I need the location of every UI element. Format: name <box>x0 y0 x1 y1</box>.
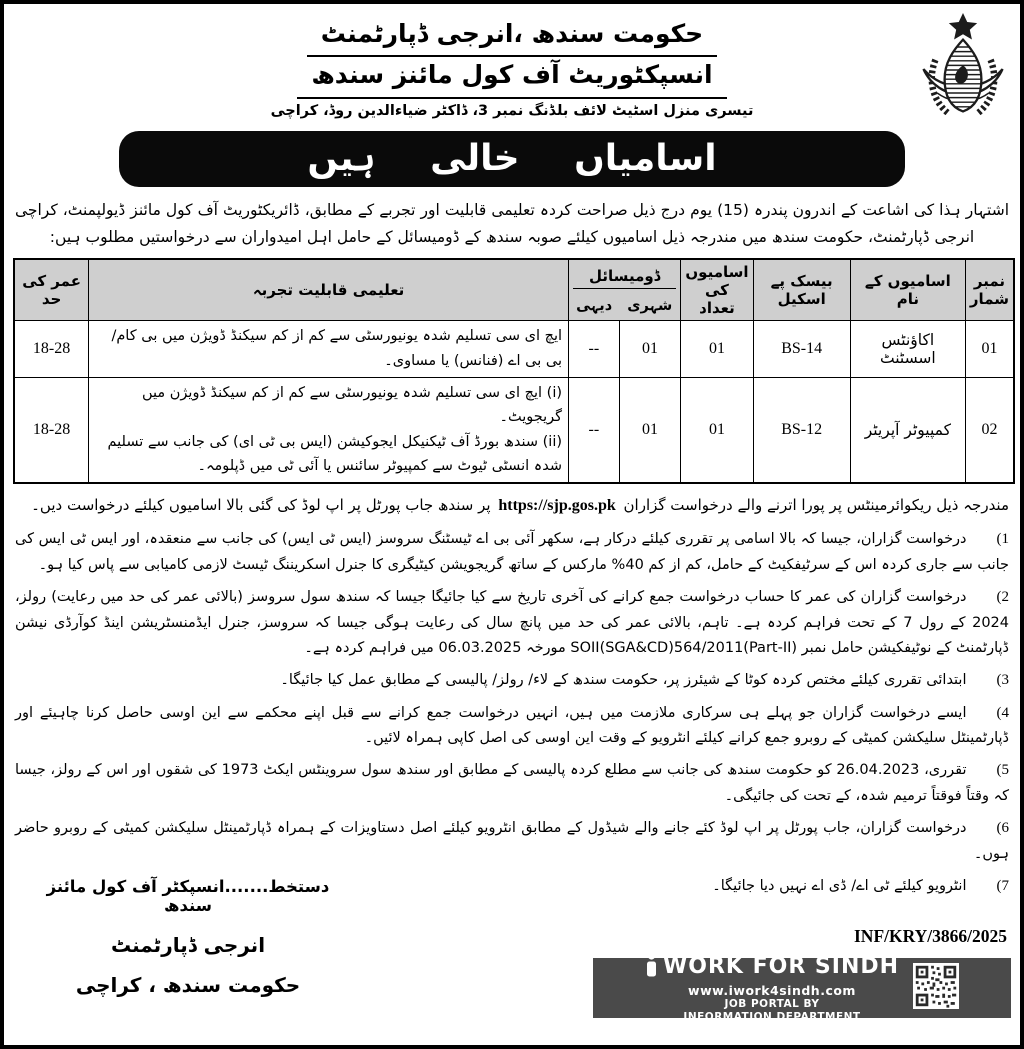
row2-num-posts: 01 <box>681 377 753 483</box>
banner-subline2: INFORMATION DEPARTMENT <box>683 1011 861 1023</box>
row1-age: 18-28 <box>14 321 89 377</box>
signature-department: انرجی ڈپارٹمنٹ <box>110 933 266 957</box>
advertisement-ref-no: INF/KRY/3866/2025 <box>854 926 1007 946</box>
col-post-name: اسامیوں کے نام <box>850 259 965 321</box>
sindh-government-emblem-icon <box>917 12 1009 132</box>
conditions-list <box>13 527 1011 899</box>
row2-rural: -- <box>569 377 620 483</box>
row2-serial: 02 <box>965 377 1014 483</box>
signature-block <box>23 877 353 997</box>
apply-instruction: مندرجہ ذیل ریکوائرمینٹس پر پورا اترنے والے درخواست گزاران https://sjp.gos.pk پر سندھ جاب پورٹل پر اپ لوڈ کی گئی بالا اسامیوں کیلئے درخواست دیں۔ <box>31 496 1009 515</box>
condition-item: (7انٹرویو کیلئے ٹی اے/ ڈی اے نہیں دیا جائیگا۔ <box>712 877 1009 894</box>
col-serial: نمبر شمار <box>965 259 1014 321</box>
vacancies-banner <box>119 131 905 187</box>
col-qualification: تعلیمی قابلیت تجربہ <box>89 259 569 321</box>
col-age-limit: عمر کی حد <box>14 259 89 321</box>
job-portal-url: https://sjp.gos.pk <box>498 497 616 515</box>
row1-rural: -- <box>569 321 620 377</box>
qr-code <box>913 963 959 1013</box>
signature-government: حکومت سندھ ، کراچی <box>75 973 301 997</box>
row1-pay-scale: BS-14 <box>753 321 850 377</box>
col-domicile-rural: دیہی <box>569 292 620 321</box>
posts-table <box>13 258 1015 484</box>
row1-serial: 01 <box>965 321 1014 377</box>
condition-item: (4ایسے درخواست گزاران جو پہلے ہی سرکاری ملازمت میں ہیں، انہیں درخواست جمع کرانے سے قبل اپنے محکمے سے این اوسی حاصل کرنا چاہیئے اور ڈپارٹمینٹل سلیکشن کمیٹی کے روبرو جمع کرانے کیلئے انٹرویو کے وقت این اوسی کی اصل کاپی ہمراہ لائیں۔ <box>15 704 1009 747</box>
i-person-icon <box>645 952 658 982</box>
condition-item: (3ابتدائی تقرری کیلئے مختص کردہ کوٹا کے شیئرز پر، حکومت سندھ کے لاء/ رولز/ پالیسی کے مطابق عمل کیا جائیگا۔ <box>280 671 1009 688</box>
row1-num-posts: 01 <box>681 321 753 377</box>
row1-post-name: اکاؤنٹس اسسٹنٹ <box>850 321 965 377</box>
department-title: حکومت سندھ ،انرجی ڈپارٹمنٹ <box>307 16 717 57</box>
row2-post-name: کمپیوٹر آپریٹر <box>850 377 965 483</box>
row1-qualification: ایچ ای سی تسلیم شدہ یونیورسٹی سے کم از کم سیکنڈ ڈویژن میں بی کام/ بی بی اے (فنانس) یا مساوی۔ <box>89 321 569 377</box>
header <box>13 10 1011 119</box>
col-domicile-urban: شہری <box>619 292 681 321</box>
row2-age: 18-28 <box>14 377 89 483</box>
vacancies-banner-text: اسامیاں خالی ہیں <box>307 138 717 179</box>
condition-item: (6درخواست گزاران، جاب پورٹل پر اپ لوڈ کئے جانے والے شیڈول کے مطابق انٹرویو کیلئے اصل دستاویزات کے ہمراہ ڈپارٹمینٹل سلیکشن کمیٹی کے روبرو حاضر ہوں۔ <box>15 819 1009 862</box>
col-domicile: ڈومیسائل <box>569 259 681 292</box>
intro-paragraph: اشتہار ہذا کی اشاعت کے اندرون پندرہ (15) یوم درج ذیل صراحت کردہ تعلیمی قابلیت اور تجربے کے مطابق، ڈائریکٹوریٹ آف کول مائنز ڈیولپمنٹ، کراچی انرجی ڈپارٹمنٹ، حکومت سندھ میں مندرجہ ذیل اسامیوں کیلئے صوبہ سندھ کے ڈومیسائل کے حامل اہل امیدواران سے درخواستیں مطلوب ہیں: <box>15 200 1010 247</box>
col-num-posts: اسامیوں کی تعداد <box>681 259 753 321</box>
work-for-sindh-banner <box>593 954 1011 1023</box>
banner-subline1: JOB PORTAL BY <box>724 997 820 1010</box>
banner-website: www.iwork4sindh.com <box>688 982 856 998</box>
table-row <box>14 377 1014 483</box>
table-row <box>14 321 1014 377</box>
row2-pay-scale: BS-12 <box>753 377 850 483</box>
condition-item: (5تقرری، 26.04.2023 کو حکومت سندھ کی جانب سے مطلع کردہ پالیسی کے مطابق اور سندھ سول سروینٹس ایکٹ 1973 کی شقوں اور اس کے رولز، جیسا کہ وقتاً فوقتاً ترمیم شدہ، کے تحت کی جائیگی۔ <box>15 762 1009 805</box>
inspectorate-title: انسپکٹوریٹ آف کول مائنز سندھ <box>297 57 726 98</box>
office-address: تیسری منزل اسٹیٹ لائف بلڈنگ نمبر 3، ڈاکٹر ضیاءالدین روڈ، کراچی <box>270 102 754 119</box>
condition-item: (1درخواست گزاران، جیسا کہ بالا اسامی پر تقرری کیلئے درکار ہے، سکھر آئی بی اے ٹیسٹنگ سروسز (ایس ٹی ایس) کی جانب سے منعقدہ، اور ایس ٹی ایس کی جانب سے جاری کردہ اس کے سرٹیفکیٹ کے حامل، کم از کم 40% مارکس کے ساتھ گریجویشن کیٹیگری کا جنرل اسکریننگ ٹیسٹ لازمی کامیابی سے پاس کیا ہو۔ <box>15 531 1009 574</box>
posts-table-header <box>14 259 1014 321</box>
condition-item: (2درخواست گزاران کی عمر کا حساب درخواست جمع کرانے کی آخری تاریخ سے کیا جائیگا جیسا کہ سندھ سول سروسز (بالائی عمر کی حد میں رعایت) رولز، 2024 کے رول 7 کے تحت فراہم کردہ ہے۔ تاہم، بالائی عمر کی حد میں پانچ سال کی رعایت ہوگی جیسا کہ سروسز، جنرل ایڈمنسٹریشن اینڈ کوآرڈی نیشن ڈپارٹمنٹ کے نوٹیفکیشن حامل نمبر ‎SOII(SGA&CD)564/2011(Part-II)‎ مورخہ 06.03.2025 میں فراہم کردہ ہے۔ <box>15 589 1009 656</box>
col-pay-scale: بیسک پے اسکیل <box>753 259 850 321</box>
banner-title: WORK FOR SINDH <box>662 954 900 980</box>
row2-qualification: (i) ایچ ای سی تسلیم شدہ یونیورسٹی سے کم از کم سیکنڈ ڈویژن میں گریجویٹ۔ (ii) سندھ بورڈ آف ٹیکنیکل ایجوکیشن (ایس بی ٹی ای) کی جانب سے تسلیم شدہ انسٹی ٹیوٹ سے کمپیوٹر سائنس یا آئی ٹی میں ڈپلومہ۔ <box>89 377 569 483</box>
footer <box>13 873 1011 1039</box>
row2-urban: 01 <box>619 377 681 483</box>
signature-line: دستخط.......انسپکٹر آف کول مائنز سندھ <box>46 877 330 915</box>
row1-urban: 01 <box>619 321 681 377</box>
